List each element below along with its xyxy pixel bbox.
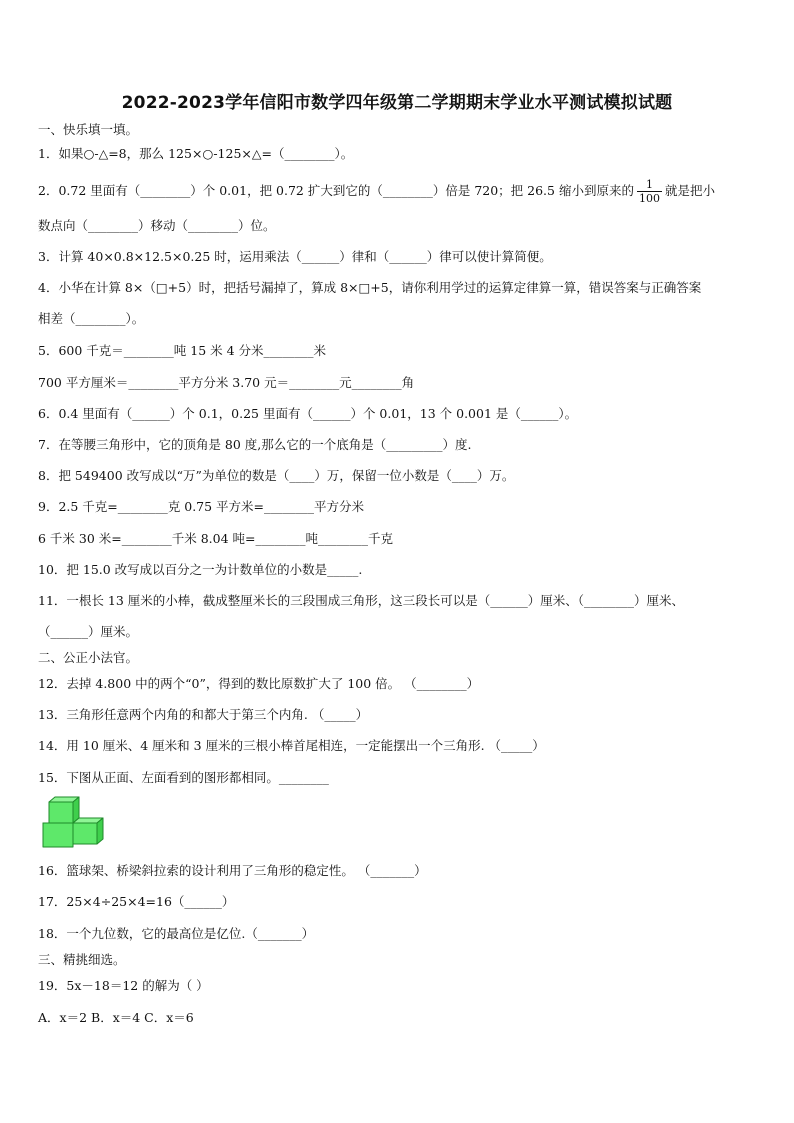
page-title: 2022-2023学年信阳市数学四年级第二学期期末学业水平测试模拟试题 [121, 93, 673, 113]
question-5: 5．600 千克＝________吨 15 米 4 分米________米 [38, 343, 327, 358]
question-16: 16．篮球架、桥梁斜拉索的设计利用了三角形的稳定性。 （_______） [38, 863, 427, 878]
fraction-one-hundredth [637, 178, 662, 205]
question-15: 15．下图从正面、左面看到的图形都相同。________ [38, 770, 329, 785]
cube-right-side [97, 818, 103, 844]
section-heading-1: 一、快乐填一填。 [38, 122, 139, 137]
question-12: 12．去掉 4.800 中的两个“0”，得到的数比原数扩大了 100 倍。 （________） [38, 676, 480, 691]
question-13: 13．三角形任意两个内角的和都大于第三个内角. （_____） [38, 707, 369, 722]
stacked-cubes-figure [40, 796, 106, 850]
question-19-options: A．x＝2 B．x＝4 C．x＝6 [38, 1010, 194, 1025]
question-6: 6．0.4 里面有（______）个 0.1，0.25 里面有（______）个 0.01，13 个 0.001 是（______）。 [38, 406, 578, 421]
question-14: 14．用 10 厘米、4 厘米和 3 厘米的三根小棒首尾相连，一定能摆出一个三角形. （_____） [38, 738, 545, 753]
question-9: 9．2.5 千克=________克 0.75 平方米=________平方分米 [38, 499, 365, 514]
fraction-denominator: 100 [638, 192, 660, 205]
section-heading-2: 二、公正小法官。 [38, 650, 139, 665]
question-8: 8．把 549400 改写成以“万”为单位的数是（____）万，保留一位小数是（____）万。 [38, 468, 515, 483]
cube-right-front [73, 823, 97, 844]
fraction-numerator: 1 [637, 178, 662, 192]
question-17: 17．25×4÷25×4=16（______） [38, 894, 235, 909]
cube-left-front [43, 823, 73, 847]
question-5-continued: 700 平方厘米＝________平方分米 3.70 元＝________元________角 [38, 375, 415, 390]
question-2-continued: 数点向（________）移动（________）位。 [38, 218, 276, 233]
question-4-continued: 相差（________）。 [38, 311, 145, 326]
question-10: 10．把 15.0 改写成以百分之一为计数单位的小数是_____. [38, 562, 363, 577]
question-7: 7．在等腰三角形中，它的顶角是 80 度,那么它的一个底角是（_________）度. [38, 437, 472, 452]
question-11-continued: （______）厘米。 [38, 624, 139, 639]
cube-top-front [49, 802, 73, 823]
question-19: 19．5x－18＝12 的解为（ ） [38, 978, 209, 993]
question-18: 18．一个九位数，它的最高位是亿位.（_______） [38, 926, 315, 941]
question-3: 3．计算 40×0.8×12.5×0.25 时，运用乘法（______）律和（______）律可以使计算简便。 [38, 249, 552, 264]
question-1: 1．如果○-△=8，那么 125×○-125×△=（________）。 [38, 146, 354, 161]
question-2 [38, 178, 764, 205]
question-4: 4．小华在计算 8×（□+5）时，把括号漏掉了，算成 8×□+5，请你利用学过的运算定律算一算，错误答案与正确答案 [38, 280, 702, 295]
question-2-text-b: 就是把小 [664, 183, 715, 198]
question-2-text-a: 2．0.72 里面有（________）个 0.01，把 0.72 扩大到它的（________）倍是 720；把 26.5 缩小到原来的 [38, 183, 634, 198]
question-11: 11．一根长 13 厘米的小棒，截成整厘米长的三段围成三角形，这三段长可以是（______）厘米、（________）厘米、 [38, 593, 685, 608]
question-9-continued: 6 千米 30 米=________千米 8.04 吨=________吨________千克 [38, 531, 394, 546]
section-heading-3: 三、精挑细选。 [38, 952, 126, 967]
